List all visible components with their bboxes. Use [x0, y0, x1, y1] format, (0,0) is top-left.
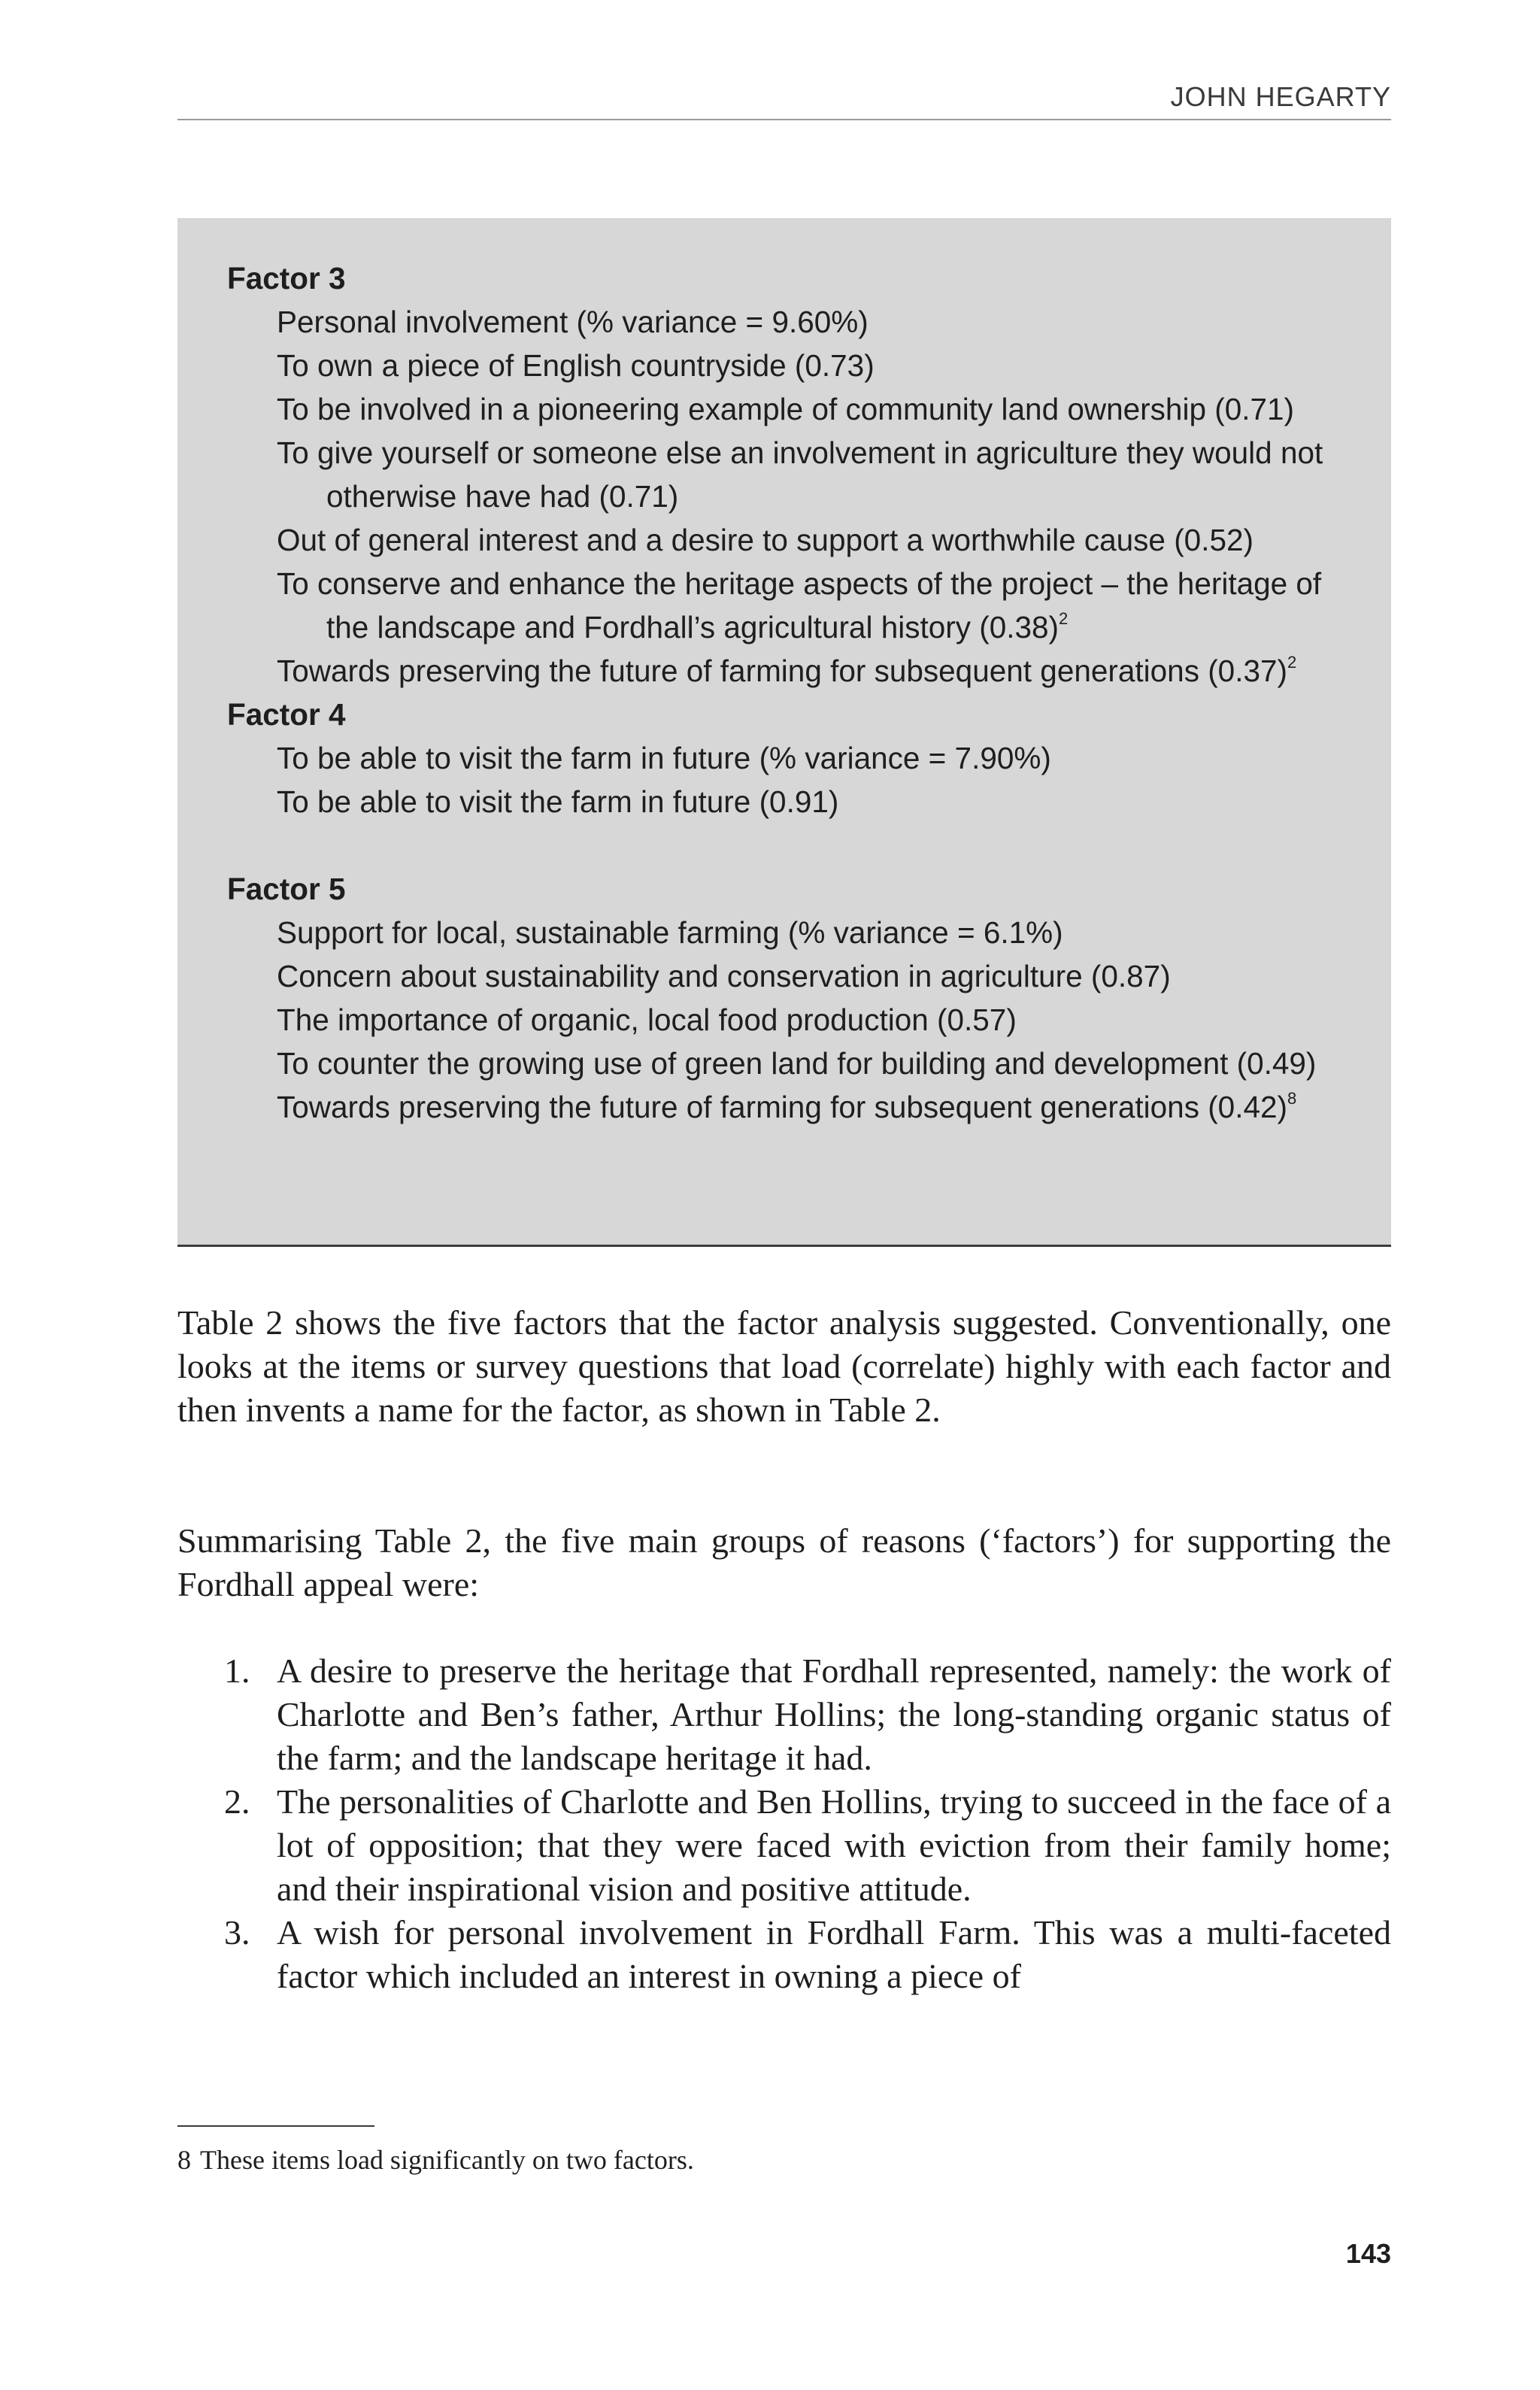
- factor-row: To counter the growing use of green land for building and development (0.49): [277, 1046, 1317, 1081]
- list-item: [177, 1649, 1391, 1780]
- factor-row: [227, 562, 1341, 649]
- list-number: 3.: [224, 1913, 250, 1952]
- factor-title: Factor 4: [227, 697, 346, 732]
- factor-row: The importance of organic, local food production (0.57): [277, 1002, 1017, 1037]
- factor-row: [227, 1085, 1341, 1129]
- factor-4-block: [227, 693, 1341, 823]
- footnote-ref: 8: [1287, 1089, 1297, 1108]
- factor-row-text: Towards preserving the future of farming for subsequent generations (0.42): [277, 1090, 1287, 1124]
- factor-row: To give yourself or someone else an involvement in agriculture they would not otherwise have had (0.71): [277, 435, 1323, 514]
- page-number: 143: [1345, 2238, 1391, 2269]
- factor-row: To be involved in a pioneering example of community land ownership (0.71): [277, 392, 1295, 426]
- list-item-text: A wish for personal involvement in Fordhall Farm. This was a multi-faceted factor which included an interest in owning a piece of: [277, 1913, 1391, 1995]
- factor-row: To own a piece of English countryside (0.73): [277, 348, 875, 383]
- factor-row: Concern about sustainability and conservation in agriculture (0.87): [277, 959, 1171, 993]
- factor-title: Factor 3: [227, 261, 346, 296]
- factor-3-block: [227, 256, 1341, 693]
- numbered-list: [177, 1649, 1391, 1998]
- factor-row: Support for local, sustainable farming (% variance = 6.1%): [277, 915, 1063, 950]
- factor-5-block: [227, 867, 1341, 1129]
- list-item-text: The personalities of Charlotte and Ben Hollins, trying to succeed in the face of a lot of opposition; that they were faced with eviction from their family home; and their inspirational vision and positive attitude.: [277, 1782, 1391, 1908]
- footnote: [177, 2143, 694, 2176]
- factor-row-text: To conserve and enhance the heritage aspects of the project – the heritage of the landscape and Fordhall’s agricultural history (0.38): [277, 566, 1322, 645]
- list-item: [177, 1780, 1391, 1911]
- footnote-number: 8: [177, 2145, 191, 2175]
- factor-title: Factor 5: [227, 872, 346, 906]
- paragraph: Summarising Table 2, the five main groups of reasons (‘factors’) for supporting the Fordhall appeal were:: [177, 1521, 1391, 1603]
- list-number: 1.: [224, 1651, 250, 1690]
- list-item-text: A desire to preserve the heritage that Fordhall represented, namely: the work of Charlotte and Ben’s father, Arthur Hollins; the long-standing organic status of the farm; and the landscape heritage it had.: [277, 1651, 1391, 1777]
- footnote-ref: 2: [1287, 653, 1297, 672]
- footnote-ref: 2: [1059, 609, 1069, 628]
- factor-table: [177, 218, 1391, 1247]
- running-head: JOHN HEGARTY: [177, 81, 1391, 120]
- list-item: [177, 1911, 1391, 1998]
- factor-row-text: Towards preserving the future of farming for subsequent generations (0.37): [277, 654, 1287, 688]
- factor-row: Personal involvement (% variance = 9.60%): [277, 305, 869, 339]
- factor-row: To be able to visit the farm in future (% variance = 7.90%): [277, 741, 1051, 775]
- factor-row: Out of general interest and a desire to support a worthwhile cause (0.52): [277, 523, 1254, 557]
- factor-row: [227, 649, 1341, 693]
- footnote-text: These items load significantly on two factors.: [200, 2145, 694, 2175]
- factor-row: To be able to visit the farm in future (0.91): [277, 784, 839, 819]
- footnote-rule: [177, 2125, 374, 2127]
- paragraph: Table 2 shows the five factors that the factor analysis suggested. Conventionally, one looks at the items or survey questions that load (correlate) highly with each factor and then invents a name for the factor, as shown in Table 2.: [177, 1303, 1391, 1429]
- list-number: 2.: [224, 1782, 250, 1821]
